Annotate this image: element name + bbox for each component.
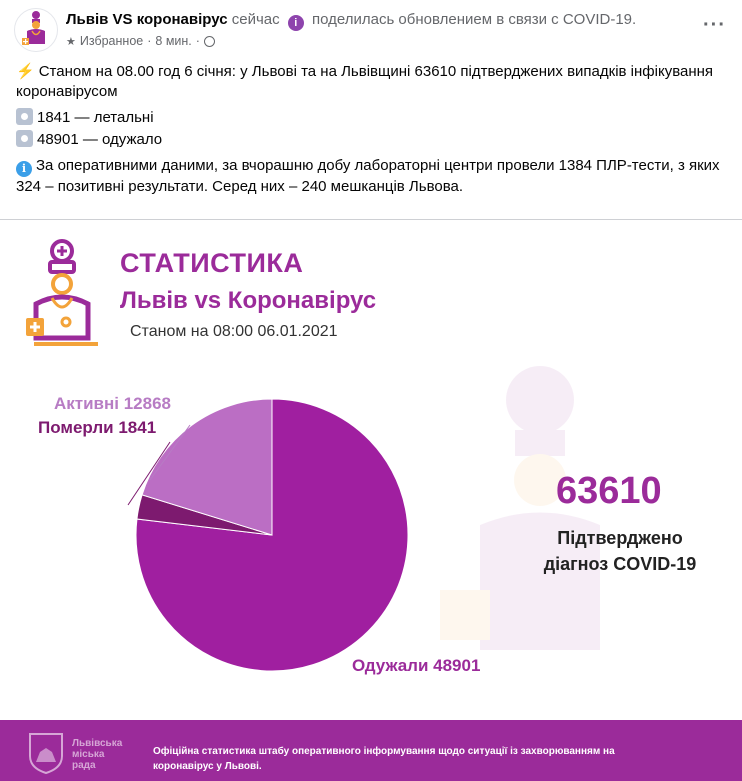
post-text-4: За оперативними даними, за вчорашню добу лабораторні центри провели 1384 ПЛР-тести, з яких 324 – позитивні результати. Серед них – 240 мешканців Львова. [16, 157, 720, 195]
post-body [16, 62, 726, 203]
post-text-3: 48901 — одужало [37, 131, 163, 148]
label-died: Померли 1841 [38, 418, 157, 437]
record-icon [16, 108, 33, 125]
lightning-icon: ⚡ [16, 63, 35, 80]
record-icon [16, 130, 33, 147]
label-recovered: Одужали 48901 [352, 656, 481, 675]
caption-line-1: Підтверджено [557, 528, 683, 548]
info-icon[interactable]: i [288, 15, 304, 31]
page-name-link[interactable]: Львів VS коронавірус [66, 11, 228, 28]
footer-city-line-1: Львівська [72, 738, 123, 749]
infographic-title: СТАТИСТИКА [120, 248, 304, 278]
total-cases-number: 63610 [556, 470, 662, 512]
total-cases-caption [520, 525, 720, 577]
footer-city-name [72, 738, 122, 771]
infographic-subtitle: Львів vs Коронавірус [120, 287, 377, 314]
post-action-text: поделилась обновлением в связи с COVID-19. [311, 11, 637, 28]
crest-icon [28, 732, 64, 774]
meta-separator-2: · [195, 34, 200, 48]
info-icon: i [16, 161, 32, 177]
favorite-label[interactable]: Избранное [79, 34, 144, 48]
infographic-footer [0, 720, 742, 781]
meta-separator: · [147, 34, 152, 48]
post-meta [66, 10, 686, 48]
footer-city-line-3: рада [72, 760, 96, 771]
post-age[interactable]: 8 мин. [155, 34, 192, 48]
post-text-1: Станом на 08.00 год 6 січня: у Львові та на Львівщині 63610 підтверджених випадків інфікування коронавірусом [16, 63, 714, 100]
post-paragraph-2 [16, 108, 726, 128]
post-paragraph-3 [16, 130, 726, 150]
infographic-image[interactable] [0, 220, 742, 781]
post-text-2: 1841 — летальні [37, 109, 154, 126]
post-time-now: сейчас [231, 11, 280, 28]
post-paragraph-4 [16, 156, 726, 197]
star-icon: ★ [66, 35, 76, 48]
footer-city-line-2: міська [72, 749, 105, 760]
globe-icon [204, 36, 215, 47]
infographic-date: Станом на 08:00 06.01.2021 [130, 323, 338, 340]
post-header [14, 8, 730, 54]
footer-text: Офіційна статистика штабу оперативного інформування щодо ситуації із захворюванням на коронавірус у Львові. [153, 746, 615, 772]
page-avatar[interactable] [14, 8, 58, 52]
post-paragraph-1 [16, 62, 726, 102]
label-active: Активні 12868 [54, 394, 171, 413]
more-icon[interactable]: ··· [703, 14, 726, 36]
caption-line-2: діагноз COVID-19 [543, 554, 697, 574]
doctor-logo-icon [18, 10, 54, 50]
